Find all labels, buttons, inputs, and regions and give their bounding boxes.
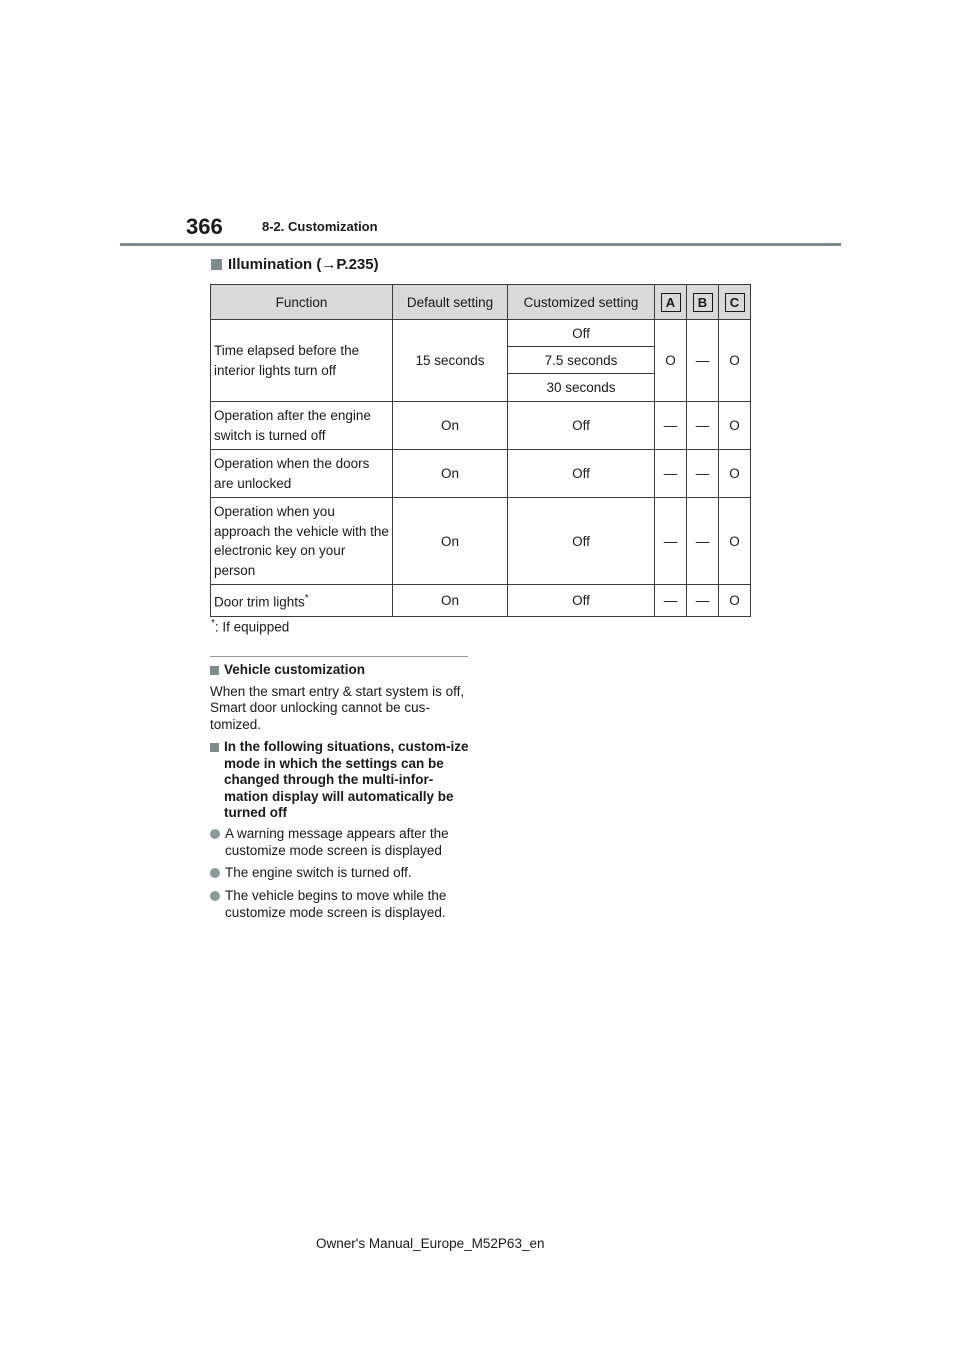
table-row — [211, 498, 751, 585]
table-row — [211, 320, 751, 347]
column-header-a — [655, 285, 687, 320]
b-cell: — — [687, 320, 719, 402]
c-cell: O — [719, 498, 751, 585]
function-cell: Time elapsed before the interior lights turn off — [211, 320, 393, 402]
illumination-settings-table — [210, 284, 751, 617]
page-number: 366 — [186, 214, 223, 239]
column-header-custom: Customized setting — [508, 285, 655, 320]
column-header-b — [687, 285, 719, 320]
custom-cell: Off — [508, 320, 655, 347]
small-square-bullet-icon — [210, 666, 219, 675]
letter-a-box: A — [661, 293, 681, 312]
custom-cell: Off — [508, 402, 655, 450]
custom-cell: Off — [508, 585, 655, 617]
footnote-asterisk: * — [211, 618, 215, 629]
column-header-function: Function — [211, 285, 393, 320]
function-text: Door trim lights — [214, 594, 305, 610]
default-cell: On — [393, 450, 508, 498]
header-divider — [120, 243, 841, 246]
b-cell: — — [687, 450, 719, 498]
footnote-mark: * — [304, 593, 309, 604]
table-row — [211, 402, 751, 450]
function-cell — [211, 585, 393, 617]
footnote — [211, 618, 289, 635]
default-cell: On — [393, 585, 508, 617]
column-header-c — [719, 285, 751, 320]
note-title-text: In the following situations, custom-ize mode in which the settings can be changed through the multi-infor-mation display will automatically be turned off — [224, 739, 469, 820]
custom-cell: Off — [508, 450, 655, 498]
b-cell: — — [687, 498, 719, 585]
notes-divider — [210, 656, 468, 657]
a-cell: — — [655, 585, 687, 617]
custom-cell: 7.5 seconds — [508, 347, 655, 374]
footnote-text: : If equipped — [214, 619, 290, 635]
round-bullet-icon — [210, 891, 220, 901]
table-header-row — [211, 285, 751, 320]
b-cell: — — [687, 585, 719, 617]
default-cell: On — [393, 402, 508, 450]
section-label: 8-2. Customization — [262, 219, 378, 234]
list-item-text: A warning message appears after the customize mode screen is displayed — [225, 826, 449, 858]
heading-text: Illumination (→P.235) — [228, 256, 379, 273]
a-cell: — — [655, 498, 687, 585]
note-body: When the smart entry & start system is off, Smart door unlocking cannot be cus-tomized. — [210, 683, 465, 732]
page-footer: Owner's Manual_Europe_M52P63_en — [316, 1236, 545, 1251]
section-heading — [211, 256, 379, 273]
b-cell: — — [687, 402, 719, 450]
note-title — [210, 739, 472, 822]
list-item — [210, 826, 472, 859]
note-vehicle-customization — [210, 662, 472, 733]
a-cell: O — [655, 320, 687, 402]
letter-c-box: C — [725, 293, 745, 312]
function-cell: Operation when you approach the vehicle with the electronic key on your person — [211, 498, 393, 585]
note-title-text: Vehicle customization — [224, 662, 366, 677]
list-item — [210, 888, 472, 921]
function-cell: Operation when the doors are unlocked — [211, 450, 393, 498]
list-item-text: The engine switch is turned off. — [225, 865, 412, 880]
a-cell: — — [655, 450, 687, 498]
note-title — [210, 662, 472, 679]
c-cell: O — [719, 402, 751, 450]
square-bullet-icon — [211, 259, 222, 270]
default-cell: 15 seconds — [393, 320, 508, 402]
small-square-bullet-icon — [210, 743, 219, 752]
c-cell: O — [719, 450, 751, 498]
a-cell: — — [655, 402, 687, 450]
column-header-default: Default setting — [393, 285, 508, 320]
note-auto-off — [210, 739, 472, 822]
table-row — [211, 450, 751, 498]
function-cell: Operation after the engine switch is turned off — [211, 402, 393, 450]
custom-cell: Off — [508, 498, 655, 585]
round-bullet-icon — [210, 829, 220, 839]
c-cell: O — [719, 585, 751, 617]
c-cell: O — [719, 320, 751, 402]
list-item-text: The vehicle begins to move while the customize mode screen is displayed. — [225, 888, 447, 920]
default-cell: On — [393, 498, 508, 585]
letter-b-box: B — [693, 293, 713, 312]
list-item — [210, 865, 472, 882]
round-bullet-icon — [210, 868, 220, 878]
table-row — [211, 585, 751, 617]
custom-cell: 30 seconds — [508, 374, 655, 402]
